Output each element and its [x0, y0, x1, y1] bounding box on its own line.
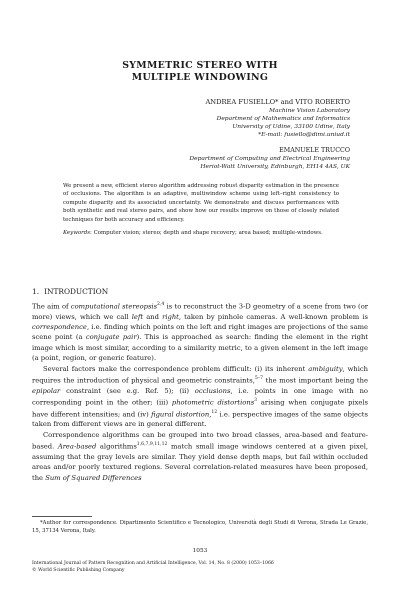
text-run: match small image windows centered at a given pixel, assuming that the gray levels are similar. They yield dense depth maps, but fail within occluded areas and/or poorly textured regions. Several correlation-related measures have been proposed, the	[32, 442, 368, 482]
section-heading	[32, 287, 108, 296]
author-block-secondary	[90, 146, 350, 171]
text-run: and	[143, 312, 163, 321]
author-names: EMANUELE TRUCCO	[279, 147, 350, 154]
text-run: , i.e. finding which points on the left and right images are projections of the same scene point (a	[32, 323, 368, 342]
text-run: ). This is approached as search: finding the element in the right image which is most similar, according to a similarity metric, to a given element in the left image (a point, region, or generic feature).	[32, 333, 369, 363]
text-run: algorithms	[96, 442, 137, 451]
emphasis-text: epipolar	[32, 386, 61, 395]
emphasis-text: conjugate pair	[85, 333, 137, 342]
body-paragraph	[32, 430, 368, 483]
footnote-divider	[32, 516, 92, 517]
emphasis-text: computational stereopsis	[70, 302, 158, 311]
citation-ref: 2,4	[157, 302, 165, 307]
emphasis-text: ambiguity	[308, 364, 343, 373]
title-line: SYMMETRIC STEREO WITH	[122, 60, 278, 71]
text-run: , taken by pinhole cameras. A well-known problem is	[178, 312, 368, 321]
keywords-label: Keywords	[63, 230, 91, 237]
affiliation-line: Department of Mathematics and Informatics	[216, 116, 350, 122]
citation-ref: 12	[211, 409, 218, 415]
text-run: i.e. perspective images of the same objects taken from different views are in general different.	[32, 410, 368, 429]
footnote: *Author for correspondence. Dipartimento Scientifico e Tecnologico, Università degli Studi di Verona, Strada Le Grazie, 15, 37134 Verona, Italy.	[32, 520, 368, 534]
citation-ref: 1,6,7,9,11,12	[136, 442, 168, 448]
abstract-text: We present a new, efficient stereo algorithm addressing robust disparity estimation in the presence of occlusions. The algorithm is an adaptive, multiwindow scheme using left–right consistency to compute disparity and its associated uncertainty. We demonstrate and discuss performances with both synthetic and real stereo pairs, and show how our results improve on those of closely related techniques for both accuracy and efficiency.	[63, 183, 339, 223]
author-block-primary	[90, 98, 350, 139]
paper-title	[0, 60, 400, 84]
text-run: Correspondence algorithms can be grouped into two broad classes, area-based and feature-based.	[32, 430, 368, 451]
copyright-line: © World Scientific Publishing Company	[32, 567, 125, 573]
section-title: INTRODUCTION	[44, 287, 109, 296]
citation-ref: 5–7	[254, 376, 263, 382]
section-number: 1.	[32, 287, 40, 296]
affiliation-line: Machine Vision Laboratory	[269, 108, 350, 114]
text-run: , which requires the introduction of physical and geometric constraints,	[32, 364, 368, 385]
text-run: is to reconstruct the 3-D geometry of a scene from two (or more) views, which we call	[32, 302, 368, 321]
text-run: ,	[209, 410, 212, 419]
affiliation-line: University of Udine, 33100 Udine, Italy	[232, 124, 350, 130]
journal-info	[32, 561, 372, 574]
body-paragraph	[32, 364, 368, 430]
citation-ref: 3	[254, 398, 258, 404]
text-run: Several factors make the correspondence problem difficult: (i) its inherent	[43, 364, 309, 373]
title-line: MULTIPLE WINDOWING	[131, 72, 269, 83]
affiliation-line: Department of Computing and Electrical Engineering	[189, 156, 350, 162]
abstract	[63, 182, 339, 237]
keywords-list: : Computer vision; stereo; depth and shape recovery; area based; multiple-windows.	[90, 230, 323, 237]
text-run: arising when conjugate pixels have different intensities; and (iv)	[32, 398, 368, 419]
body-text	[32, 300, 368, 483]
author-names: ANDREA FUSIELLO* and VITO ROBERTO	[205, 98, 350, 106]
journal-citation: International Journal of Pattern Recognition and Artificial Intelligence, Vol. 14, No. 8 (2000) 1053–1066	[32, 561, 274, 566]
emphasis-text: Sum of Squared Differences	[45, 473, 142, 482]
emphasis-text: Area-based	[57, 442, 97, 451]
emphasis-text: figural distortion	[151, 410, 210, 419]
emphasis-text: left	[131, 312, 144, 321]
emphasis-text: right	[162, 312, 179, 321]
emphasis-text: photometric distortions	[171, 398, 255, 407]
body-paragraph	[32, 300, 368, 364]
text-run: The aim of	[32, 302, 71, 311]
emphasis-text: correspondence	[32, 323, 87, 332]
text-run: , i.e. points in one image with no corresponding point in the other; (iii)	[32, 386, 368, 407]
emphasis-text: occlusions	[194, 386, 231, 395]
page-number: 1053	[192, 548, 208, 554]
text-run: constraint (see e.g. Ref. 5); (ii)	[60, 386, 195, 395]
affiliation-line: Heriot-Watt University, Edinburgh, EH14 4AS, UK	[200, 164, 350, 170]
text-run: the most important being the	[263, 376, 368, 385]
keywords	[63, 229, 339, 237]
author-email: *E-mail: fusiello@dimi.uniud.it	[258, 132, 350, 138]
